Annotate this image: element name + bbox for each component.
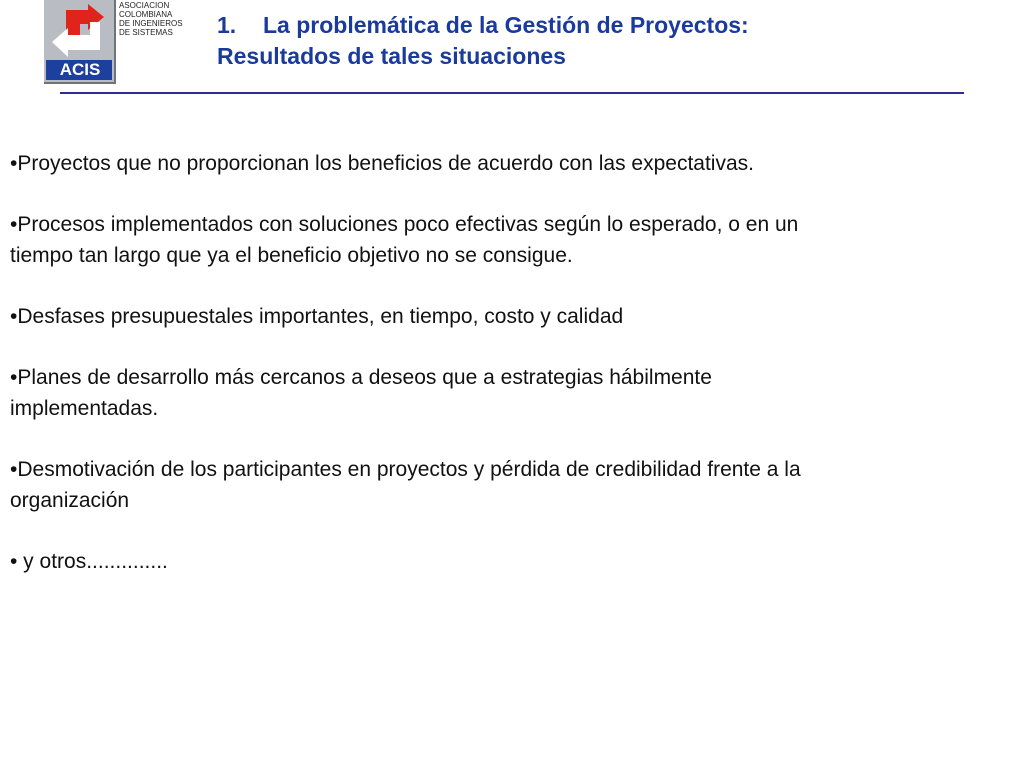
acis-logo — [44, 0, 194, 84]
bullet-item: •Procesos implementados con soluciones poco efectivas según lo esperado, o en un tiempo tan largo que ya el beneficio objetivo no se consigue. — [10, 213, 799, 267]
bullet-item: •Planes de desarrollo más cercanos a deseos que a estrategias hábilmente implementadas. — [10, 366, 712, 420]
acis-brand-text: ACIS — [59, 60, 101, 79]
slide-title — [217, 10, 997, 72]
acis-association-name — [119, 1, 199, 37]
bullet-list — [10, 148, 810, 577]
bullet-item: • y otros.............. — [10, 550, 168, 573]
bullet-item: •Desmotivación de los participantes en proyectos y pérdida de credibilidad frente a la organización — [10, 458, 801, 512]
title-number: 1. — [217, 12, 237, 38]
logo-line: COLOMBIANA — [119, 10, 173, 19]
logo-line: DE INGENIEROS — [119, 19, 183, 28]
logo-line: ASOCIACION — [119, 1, 170, 10]
title-text-1: La problemática de la Gestión de Proyectos: — [263, 12, 749, 38]
title-divider — [60, 92, 964, 94]
bullet-item: •Proyectos que no proporcionan los beneficios de acuerdo con las expectativas. — [10, 152, 754, 175]
title-text-2: Resultados de tales situaciones — [217, 43, 566, 69]
acis-logo-mark — [44, 0, 116, 84]
logo-line: DE SISTEMAS — [119, 28, 173, 37]
bullet-item: •Desfases presupuestales importantes, en tiempo, costo y calidad — [10, 305, 624, 328]
title-line-1 — [217, 10, 997, 41]
